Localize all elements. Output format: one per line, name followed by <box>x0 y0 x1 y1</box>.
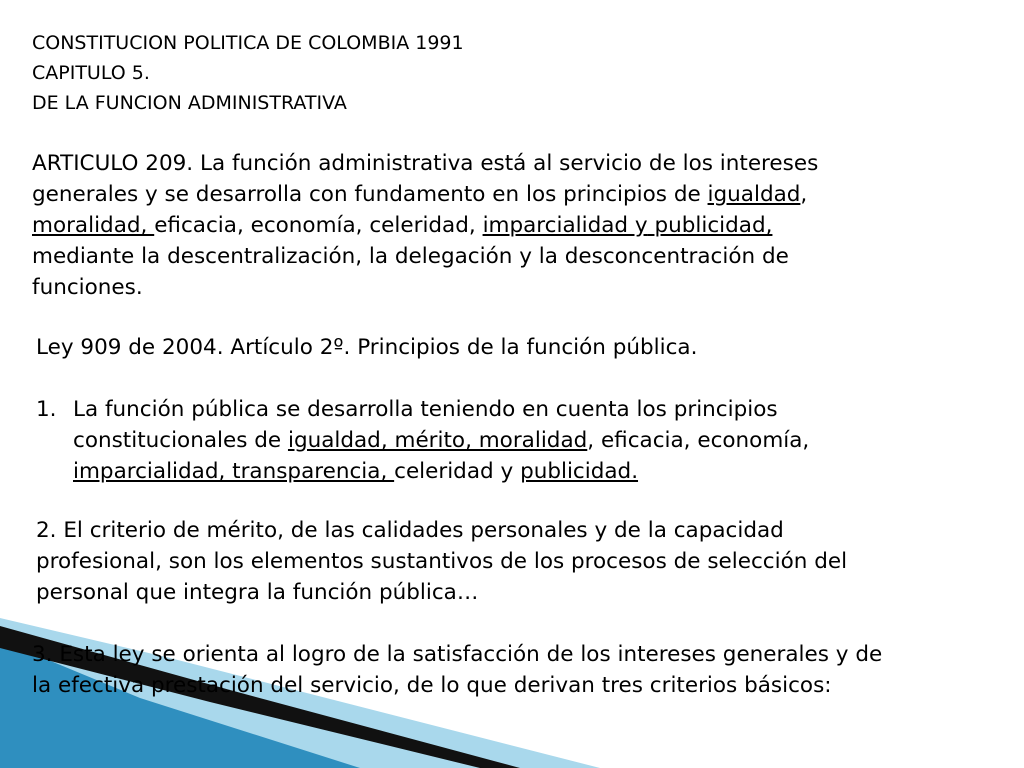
underlined-term: moralidad, <box>32 213 155 238</box>
chapter-title: DE LA FUNCION ADMINISTRATIVA <box>32 92 347 114</box>
constitution-title: CONSTITUCION POLITICA DE COLOMBIA 1991 <box>32 32 464 54</box>
underlined-term: publicidad. <box>520 459 639 484</box>
article-209 <box>32 148 992 303</box>
list-line: imparcialidad, transparencia, celeridad y publicidad. <box>73 459 639 484</box>
list-number: 1. <box>36 397 57 422</box>
document-header <box>32 28 464 118</box>
article-line: moralidad, eficacia, economía, celeridad, imparcialidad y publicidad, <box>32 213 773 238</box>
chapter-label: CAPITULO 5. <box>32 62 150 84</box>
article-line: funciones. <box>32 275 143 300</box>
underlined-term: publicidad, <box>654 213 773 238</box>
list-line: La función pública se desarrolla teniendo en cuenta los principios <box>73 397 778 422</box>
underlined-term: imparcialidad y <box>482 213 648 238</box>
article-line: mediante la descentralización, la delegación y la desconcentración de <box>32 244 789 269</box>
underlined-term: igualdad <box>707 182 801 207</box>
paragraph-2: 2. El criterio de mérito, de las calidades personales y de la capacidad profesional, son los elementos sustantivos de los procesos de selección del personal que integra la función pública… <box>36 518 848 605</box>
ley-heading: Ley 909 de 2004. Artículo 2º. Principios de la función pública. <box>36 335 698 360</box>
list-item <box>36 394 996 487</box>
article-line: ARTICULO 209. La función administrativa está al servicio de los intereses <box>32 151 819 176</box>
article-line: generales y se desarrolla con fundamento en los principios de igualdad, <box>32 182 808 207</box>
list-line: constitucionales de igualdad, mérito, moralidad, eficacia, economía, <box>73 428 810 453</box>
underlined-term: igualdad, mérito, moralidad <box>287 428 588 453</box>
paragraph-3: 3. Esta ley se orienta al logro de la satisfacción de los intereses generales y de la efectiva prestación del servicio, de lo que derivan tres criterios básicos: <box>32 642 883 698</box>
underlined-term: imparcialidad, transparencia, <box>73 459 395 484</box>
